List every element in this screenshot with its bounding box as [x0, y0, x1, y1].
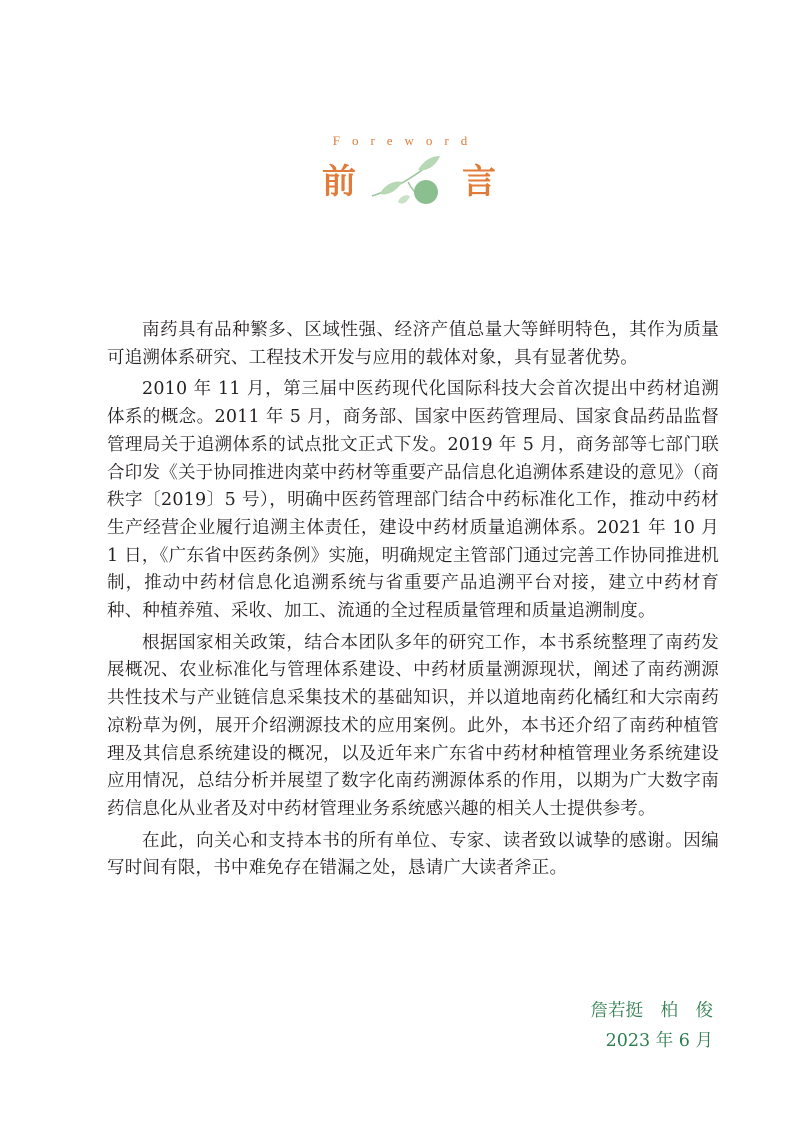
leaf-branch-icon: [368, 150, 458, 212]
paragraph-2: 2010 年 11 月，第三届中医药现代化国际科技大会首次提出中药材追溯体系的概念。2011 年 5 月，商务部、国家中医药管理局、国家食品药品监督管理局关于追溯体系的试点批文正式下发。2019 年 5 月，商务部等七部门联合印发《关于协同推进肉菜中药材等重要产品信息化追溯体系建设的意见》（商秩字〔2019〕5 号），明确中医药管理部门结合中药标准化工作，推动中药材生产经营企业履行追溯主体责任，建设中药材质量追溯体系。2021 年 10 月 1 日，《广东省中医药条例》实施，明确规定主管部门通过完善工作协同推进机制，推动中药材信息化追溯系统与省重要产品追溯平台对接，建立中药材育种、种植养殖、采收、加工、流通的全过程质量管理和质量追溯制度。: [107, 379, 719, 622]
paragraph-3: 根据国家相关政策，结合本团队多年的研究工作，本书系统整理了南药发展概况、农业标准化与管理体系建设、中药材质量溯源现状，阐述了南药溯源共性技术与产业链信息采集技术的基础知识，并以道地南药化橘红和大宗南药凉粉草为例，展开介绍溯源技术的应用案例。此外，本书还介绍了南药种植管理及其信息系统建设的概况，以及近年来广东省中药材种植管理业务系统建设应用情况，总结分析并展望了数字化南药溯源体系的作用，以期为广大数字南药信息化从业者及对中药材管理业务系统感兴趣的相关人士提供参考。: [107, 632, 719, 819]
page-title-right: 言: [462, 162, 496, 202]
signature-authors: 詹若挺 柏 俊: [590, 1001, 713, 1021]
paragraph-1: 南药具有品种繁多、区域性强、经济产值总量大等鲜明特色，其作为质量可追溯体系研究、工程技术开发与应用的载体对象，具有显著优势。: [107, 320, 719, 368]
signature-block: [591, 996, 714, 1056]
foreword-header: [0, 0, 800, 230]
foreword-subtitle: Foreword: [332, 133, 480, 148]
foreword-body: [107, 317, 719, 887]
page-title-left: 前: [322, 162, 356, 202]
paragraph-4: 在此，向关心和支持本书的所有单位、专家、读者致以诚挚的感谢。因编写时间有限，书中难免存在错漏之处，恳请广大读者斧正。: [107, 830, 719, 879]
signature-date: 2023 年 6 月: [605, 1031, 713, 1051]
